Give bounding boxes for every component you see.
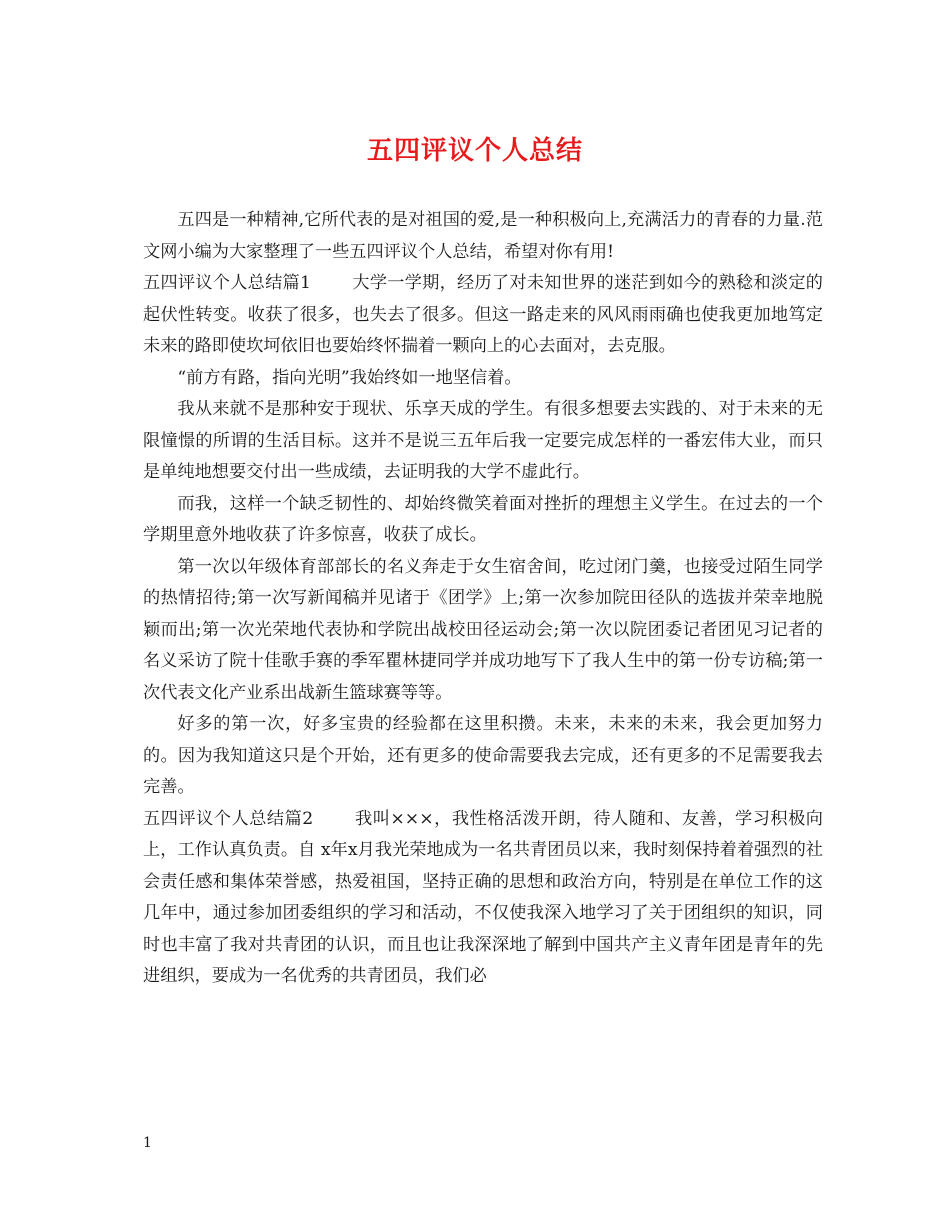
section2-lead-text: 我叫×××，我性格活泼开朗，待人随和、友善，学习积极向上，工作认真负责。自 x年x月我光荣地成为一名共青团员以来，我时刻保持着着强烈的社会责任感和集体荣誉感，热爱祖国，坚持正确的思想和政治方向，特别是在单位工作的这几年中，通过参加团委组织的学习和活动，不仅使我深入地学习了关于团组织的知识，同时也丰富了我对共青团的认识，而且也让我深深地了解到中国共产主义青年团是青年的先进组织，要成为一名优秀的共青团员，我们必 bbox=[143, 808, 823, 986]
page-number: 1 bbox=[143, 1135, 152, 1151]
section1-paragraph: 我从来就不是那种安于现状、乐享天成的学生。有很多想要去实践的、对于未来的无限憧憬的所谓的生活目标。这并不是说三五年后我一定要完成怎样的一番宏伟大业，而只是单纯地想要交付出一些成绩，去证明我的大学不虚此行。 bbox=[143, 399, 823, 482]
section1-paragraph: 而我，这样一个缺乏韧性的、却始终微笑着面对挫折的理想主义学生。在过去的一个学期里意外地收获了许多惊喜，收获了成长。 bbox=[143, 493, 823, 545]
section1-paragraph: 好多的第一次，好多宝贵的经验都在这里积攒。未来，未来的未来，我会更加努力的。因为我知道这只是个开始，还有更多的使命需要我去完成，还有更多的不足需要我去完善。 bbox=[143, 714, 823, 797]
section1-heading: 五四评议个人总结篇1 bbox=[143, 273, 311, 293]
section2-first-paragraph bbox=[143, 804, 823, 993]
section2-heading: 五四评议个人总结篇2 bbox=[143, 808, 314, 829]
document-title: 五四评议个人总结 bbox=[366, 136, 583, 166]
section1-paragraph: 第一次以年级体育部部长的名义奔走于女生宿舍间，吃过闭门羹，也接受过陌生同学的热情招待;第一次写新闻稿并见诸于《团学》上;第一次参加院田径队的选拔并荣幸地脱颖而出;第一次光荣地代表协和学院出战校田径运动会;第一次以院团委记者团见习记者的名义采访了院十佳歌手赛的季军瞿林捷同学并成功地写下了我人生中的第一份专访稿;第一次代表文化产业系出战新生篮球赛等等。 bbox=[143, 556, 823, 703]
intro-paragraph: 五四是一种精神,它所代表的是对祖国的爱,是一种积极向上,充满活力的青春的力量.范文网小编为大家整理了一些五四评议个人总结，希望对你有用! bbox=[143, 210, 823, 262]
section1-paragraph: “前方有路，指向光明”我始终如一地坚信着。 bbox=[177, 367, 522, 388]
section1-lead-text: 大学一学期，经历了对未知世界的迷茫到如今的熟稔和淡定的起伏性转变。收获了很多，也失去了很多。但这一路走来的风风雨雨确也使我更加地笃定未来的路即使坎坷依旧也要始终怀揣着一颗向上的心去面对，去克服。 bbox=[143, 273, 823, 356]
section1-first-paragraph bbox=[143, 268, 823, 363]
document-body bbox=[143, 205, 823, 993]
